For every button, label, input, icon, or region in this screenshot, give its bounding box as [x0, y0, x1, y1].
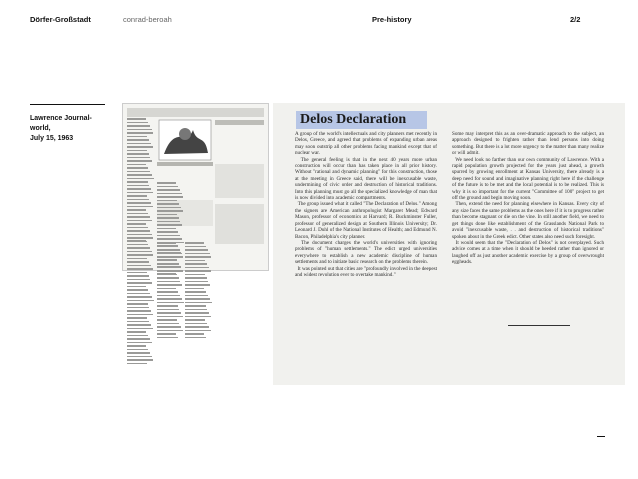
newspaper-text-line: [185, 242, 204, 244]
newspaper-text-line: [127, 254, 153, 256]
newspaper-text-line: [127, 251, 152, 253]
newspaper-text-line: [127, 363, 147, 365]
newspaper-text-line: [185, 291, 206, 293]
newspaper-text-line: [157, 182, 176, 184]
newspaper-text-line: [127, 181, 148, 183]
newspaper-text-line: [157, 235, 180, 237]
newspaper-column: [157, 242, 184, 340]
newspaper-text-line: [157, 253, 182, 255]
newspaper-column: [127, 240, 154, 366]
clipping-column-right: Some may interpret this as an over-dramatic approach to the subject, an approach designed to frighten rather than lend persons into doing something. But there is a lot more urgency to the matter than many realize or will admit. We need look no farther than our own community of Lawrence. With a rapid population growth projected for the years just ahead, a growth spurred by growing enrollment at Kansas University, there already is a deep need for sound and imaginative planning right here if the challenge of the future is to be met and the local potential is to be realized. This is why it is so important for the current "Committee of 100" project to get off the ground and begin moving soon. Then, extend the need for planning elsewhere in Kansas. Every city of any size faces the same problems as the ones here if it is to progress rather than become stagnant or die on the vine. In still another field, we need to get things done like establishment of the Grasslands National Park to avoid "inexcusable waste, . . and destruction of historical traditions" spoken about in the Greek edict. Other states also need such foresight. It would seem that the "Declaration of Delos" is not overplayed. Such advice comes at a time when it should be heeded rather than ignored or laughed off as just another academic exercise by a group of overwrought eggheads.: [452, 131, 604, 266]
newspaper-text-line: [157, 263, 179, 265]
caption-line-2: July 15, 1963: [30, 135, 74, 142]
newspaper-text-line: [157, 323, 179, 325]
newspaper-text-line: [157, 288, 176, 290]
newspaper-text-line: [185, 337, 206, 339]
newspaper-text-line: [185, 323, 207, 325]
newspaper-text-line: [127, 237, 153, 239]
newspaper-text-line: [157, 270, 183, 272]
newspaper-text-line: [127, 220, 152, 222]
clipping-column-left: A group of the world's intellectuals and city planners met recently in Delos, Greece, and agreed that problems of expanding urban areas may soon outstrip all other problems facing mankind except that of nuclear war. The general feeling is that in the next 40 years more urban construction will occur than has taken place in all prior history. Without "rational and dynamic planning" for this construction, those at the meeting in Greece said, there will be inexcusable waste, undermining of civic order and destruction of historical traditions. Into this planning must go all the specialized knowledge of man that is now divided into academic compartments. The group issued what it called "The Declaration of Delos." Among the signers are American anthropologist Margaret Mead; Edward Mason, professor of economics at Harvard; R. Buckminster Fuller, professor of generalized design at Southern Illinois University; Dr. Leonard J. Duhl of the National Institutes of Health; and Edmund N. Bacon, Philadelphia's city planner. The document charges the world's universities with ignoring problems of "human settlements." The edict urged universities everywhere to establish a new academic discipline of human settlements and to initiate basic research on the problems therein. It was pointed out that cities are "profoundly involved in the deepest and widest revolution ever to overtake mankind.": [295, 131, 438, 278]
newspaper-text-line: [127, 223, 146, 225]
newspaper-text-line: [127, 139, 149, 141]
newspaper-text-line: [127, 129, 152, 131]
newspaper-text-line: [157, 256, 183, 258]
newspaper-text-line: [157, 242, 176, 244]
clipping-headline: Delos Declaration: [296, 111, 427, 129]
newspaper-text-line: [127, 282, 152, 284]
newspaper-text-line: [127, 146, 153, 148]
newspaper-text-line: [157, 224, 182, 226]
newspaper-text-line: [127, 122, 148, 124]
newspaper-text-line: [157, 274, 177, 276]
newspaper-text-line: [157, 238, 182, 240]
newspaper-text-line: [157, 337, 178, 339]
newspaper-text-line: [185, 330, 211, 332]
newspaper-text-line: [157, 228, 176, 230]
newspaper-text-line: [157, 291, 178, 293]
newspaper-text-line: [185, 319, 205, 321]
newspaper-text-line: [185, 326, 209, 328]
newspaper-text-line: [157, 189, 180, 191]
newspaper-text-line: [127, 164, 146, 166]
newspaper-text-line: [127, 247, 150, 249]
newspaper-text-line: [157, 281, 180, 283]
newspaper-text-line: [127, 230, 150, 232]
newspaper-text-line: [157, 330, 183, 332]
newspaper-text-line: [157, 333, 176, 335]
newspaper-text-line: [127, 244, 148, 246]
newspaper-text-line: [127, 279, 150, 281]
newspaper-text-line: [185, 270, 211, 272]
newspaper-text-line: [127, 167, 148, 169]
newspaper-text-line: [127, 171, 150, 173]
newspaper-text-line: [127, 317, 147, 319]
newspaper-text-line: [157, 298, 182, 300]
newspaper-text-line: [185, 305, 206, 307]
caption-rule: [30, 104, 105, 105]
newspaper-text-line: [185, 274, 205, 276]
newspaper-text-line: [185, 298, 210, 300]
newspaper-text-line: [157, 316, 183, 318]
newspaper-text-line: [127, 209, 146, 211]
newspaper-text-line: [127, 216, 150, 218]
newspaper-text-line: [127, 272, 147, 274]
newspaper-text-line: [157, 305, 178, 307]
newspaper-text-line: [127, 328, 153, 330]
newspaper-text-line: [127, 234, 152, 236]
newspaper-text-line: [185, 249, 208, 251]
newspaper-text-line: [185, 256, 211, 258]
page-number: 2/2: [570, 15, 581, 24]
newspaper-text-line: [127, 342, 152, 344]
newspaper-text-line: [157, 277, 179, 279]
newspaper-text-line: [127, 286, 146, 288]
newspaper-text-line: [185, 309, 207, 311]
newspaper-text-line: [127, 310, 151, 312]
newspaper-text-line: [127, 132, 153, 134]
newspaper-page-image: [122, 103, 269, 271]
newspaper-text-line: [127, 303, 148, 305]
newspaper-text-line: [157, 249, 180, 251]
newspaper-text-line: [185, 267, 209, 269]
newspaper-text-line: [127, 199, 149, 201]
newspaper-text-line: [185, 316, 211, 318]
newspaper-text-line: [127, 136, 147, 138]
newspaper-text-line: [185, 302, 212, 304]
newspaper-text-line: [185, 263, 207, 265]
newspaper-text-line: [127, 174, 152, 176]
newspaper-text-line: [157, 217, 179, 219]
newspaper-text-line: [185, 284, 210, 286]
newspaper-text-line: [127, 153, 149, 155]
newspaper-text-line: [157, 231, 178, 233]
newspaper-text-line: [127, 314, 153, 316]
newspaper-text-line: [127, 345, 146, 347]
newspaper-text-line: [157, 186, 178, 188]
newspaper-text-line: [157, 326, 181, 328]
corner-mark: [597, 436, 605, 437]
author-name: conrad-beroah: [123, 15, 172, 24]
newspaper-text-line: [127, 289, 148, 291]
newspaper-text-line: [127, 160, 152, 162]
newspaper-text-line: [127, 125, 150, 127]
newspaper-text-line: [157, 260, 177, 262]
newspaper-text-line: [127, 185, 149, 187]
newspaper-text-line: [157, 193, 182, 195]
newspaper-text-line: [157, 214, 177, 216]
newspaper-text-line: [127, 307, 149, 309]
newspaper-text-line: [127, 275, 149, 277]
newspaper-text-line: [127, 324, 151, 326]
newspaper-text-line: [157, 200, 177, 202]
section-title: Pre-history: [372, 15, 412, 24]
newspaper-text-line: [157, 295, 180, 297]
newspaper-text-line: [127, 296, 152, 298]
newspaper-column: [185, 242, 212, 340]
newspaper-column: [127, 118, 154, 244]
newspaper-text-line: [185, 333, 204, 335]
newspaper-text-line: [127, 178, 154, 180]
document-title: Dörfer-Großstadt: [30, 15, 91, 24]
newspaper-text-line: [127, 356, 152, 358]
newspaper-text-line: [127, 300, 154, 302]
newspaper-text-line: [185, 253, 210, 255]
newspaper-text-line: [185, 260, 205, 262]
newspaper-text-line: [127, 335, 148, 337]
newspaper-text-line: [157, 302, 184, 304]
newspaper-text-line: [127, 321, 149, 323]
newspaper-text-line: [157, 246, 178, 248]
newspaper-text-line: [127, 143, 151, 145]
newspaper-text-line: [127, 206, 153, 208]
source-caption: [30, 114, 110, 144]
newspaper-text-line: [185, 288, 204, 290]
newspaper-text-line: [127, 352, 150, 354]
newspaper-text-line: [157, 319, 177, 321]
newspaper-text-line: [127, 192, 153, 194]
newspaper-text-line: [127, 118, 146, 120]
newspaper-text-line: [127, 188, 151, 190]
newspaper-text-line: [127, 349, 148, 351]
newspaper-text-line: [157, 221, 180, 223]
newspaper-text-line: [127, 268, 153, 270]
newspaper-text-line: [157, 312, 181, 314]
newspaper-text-line: [185, 246, 206, 248]
newspaper-text-line: [157, 309, 179, 311]
newspaper-text-line: [157, 210, 183, 212]
newspaper-text-line: [127, 359, 153, 361]
newspaper-text-line: [127, 331, 146, 333]
newspaper-text-line: [127, 195, 147, 197]
newspaper-text-line: [127, 157, 150, 159]
newspaper-text-line: [185, 281, 208, 283]
newspaper-text-line: [157, 196, 183, 198]
newspaper-text-line: [157, 203, 179, 205]
newspaper-text-line: [127, 258, 147, 260]
newspaper-text-line: [157, 207, 181, 209]
newspaper-text-line: [185, 312, 209, 314]
newspaper-text-line: [127, 338, 150, 340]
caption-line-1: Lawrence Journal-world,: [30, 115, 92, 132]
newspaper-text-line: [157, 267, 181, 269]
newspaper-text-line: [127, 213, 148, 215]
newspaper-text-line: [127, 227, 148, 229]
newspaper-text-line: [127, 293, 150, 295]
signature-rule: [508, 325, 570, 326]
newspaper-text-line: [127, 150, 147, 152]
newspaper-text-line: [127, 240, 146, 242]
editorial-clipping: [273, 103, 625, 385]
newspaper-text-line: [127, 202, 151, 204]
newspaper-text-line: [127, 261, 149, 263]
newspaper-text-line: [157, 284, 182, 286]
newspaper-text-line: [185, 277, 207, 279]
newspaper-text-line: [185, 295, 208, 297]
newspaper-text-line: [127, 265, 151, 267]
